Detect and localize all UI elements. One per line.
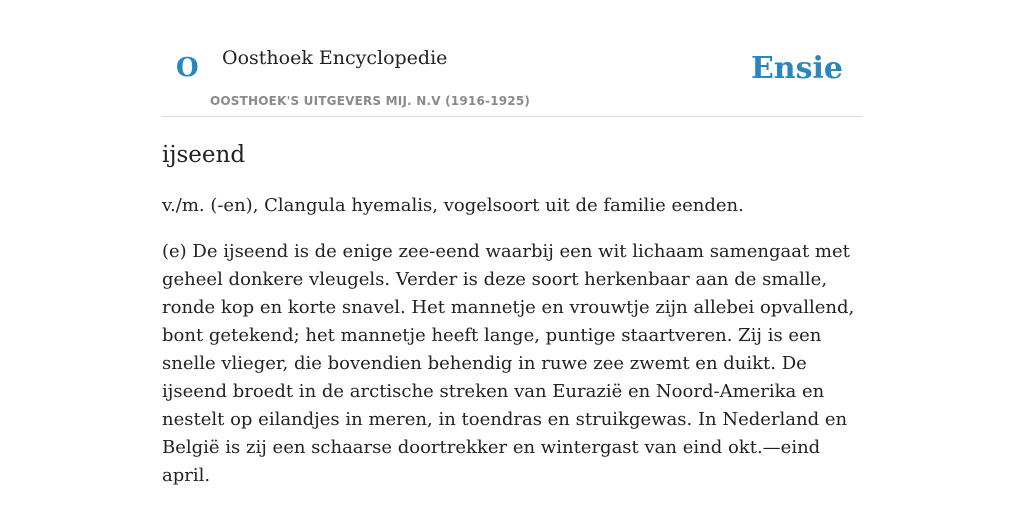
entry-body: (e) De ijseend is de enige zee-eend waarbij een wit lichaam samengaat met geheel donkere vleugels. Verder is deze soort herkenbaar aan de smalle, ronde kop en korte snavel. Het mannetje en vrouwtje zijn allebei opvallend, bont getekend; het mannetje heeft lange, puntige staartveren. Zij is een snelle vlieger, die bovendien behendig in ruwe zee zwemt en duikt. De ijseend broedt in de arctische streken van Eurazië en Noord-Amerika en nestelt op eilandjes in meren, in toendras en struikgewas. In Nederland en België is zij een schaarse doortrekker en wintergast van eind okt.—eind april. — [162, 241, 855, 486]
ensie-logo-link[interactable]: Ensie — [750, 51, 843, 86]
entry-headword: ijseend — [162, 142, 246, 168]
book-publisher: OOSTHOEK'S UITGEVERS MIJ. N.V (1916-1925) — [210, 94, 531, 108]
entry-definition: v./m. (-en), Clangula hyemalis, vogelsoort uit de familie eenden. — [162, 195, 744, 216]
entry-content — [162, 140, 862, 490]
book-title-link[interactable]: Oosthoek Encyclopedie — [222, 47, 448, 69]
book-letter-link[interactable]: O — [176, 53, 199, 83]
header — [162, 0, 862, 117]
